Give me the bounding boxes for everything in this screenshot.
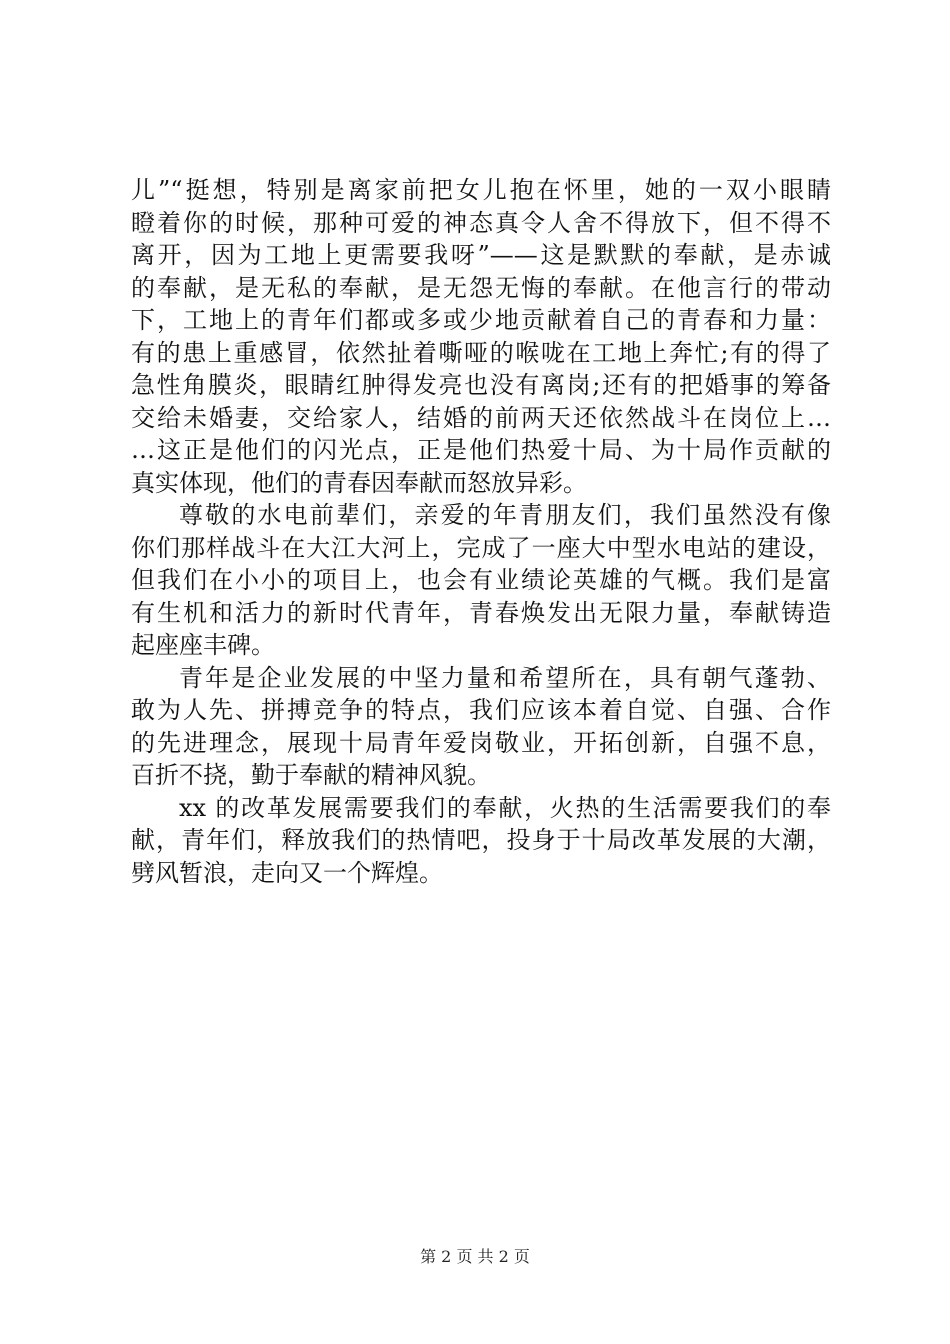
document-body	[131, 174, 831, 889]
body-line: 真实体现，他们的青春因奉献而怒放异彩。	[131, 468, 587, 497]
paragraph-first-line: xx 的改革发展需要我们的奉献，火热的生活需要我们的奉	[179, 793, 831, 822]
body-line: 你们那样战斗在大江大河上，完成了一座大中型水电站的建设，	[131, 533, 831, 562]
body-line: 有的患上重感冒，依然扯着嘶哑的喉咙在工地上奔忙;有的得了	[131, 338, 831, 367]
body-line: 瞪着你的时候，那种可爱的神态真令人舍不得放下，但不得不	[131, 208, 831, 237]
body-line: 献，青年们，释放我们的热情吧，投身于十局改革发展的大潮，	[131, 826, 831, 854]
body-line: 儿”“挺想，特别是离家前把女儿抱在怀里，她的一双小眼睛	[131, 176, 831, 204]
body-line: 但我们在小小的项目上，也会有业绩论英雄的气概。我们是富	[131, 566, 831, 594]
body-line: 急性角膜炎，眼睛红肿得发亮也没有离岗;还有的把婚事的筹备	[131, 371, 831, 399]
body-line: 有生机和活力的新时代青年，青春焕发出无限力量，奉献铸造	[131, 598, 831, 627]
paragraph-first-line: 青年是企业发展的中坚力量和希望所在，具有朝气蓬勃、	[179, 663, 831, 692]
body-line: 的先进理念，展现十局青年爱岗敬业，开拓创新，自强不息，	[131, 728, 831, 757]
body-line: 下，工地上的青年们都或多或少地贡献着自己的青春和力量：	[131, 306, 831, 334]
page-footer	[0, 1244, 950, 1267]
body-line: 劈风暂浪，走向又一个辉煌。	[131, 858, 443, 887]
body-line: 起座座丰碑。	[131, 631, 275, 659]
body-line: 的奉献，是无私的奉献，是无怨无悔的奉献。在他言行的带动	[131, 273, 831, 302]
page-number: 第 2 页 共 2 页	[420, 1247, 530, 1266]
body-line: 百折不挠，勤于奉献的精神风貌。	[131, 761, 491, 789]
paragraph-first-line: 尊敬的水电前辈们，亲爱的年青朋友们，我们虽然没有像	[179, 501, 831, 529]
body-line: 离开，因为工地上更需要我呀”——这是默默的奉献，是赤诚	[131, 241, 831, 269]
body-line: 交给未婚妻，交给家人，结婚的前两天还依然战斗在岗位上…	[131, 403, 831, 432]
body-line: 敢为人先、拼搏竞争的特点，我们应该本着自觉、自强、合作	[131, 696, 831, 724]
body-line: …这正是他们的闪光点，正是他们热爱十局、为十局作贡献的	[131, 436, 831, 464]
